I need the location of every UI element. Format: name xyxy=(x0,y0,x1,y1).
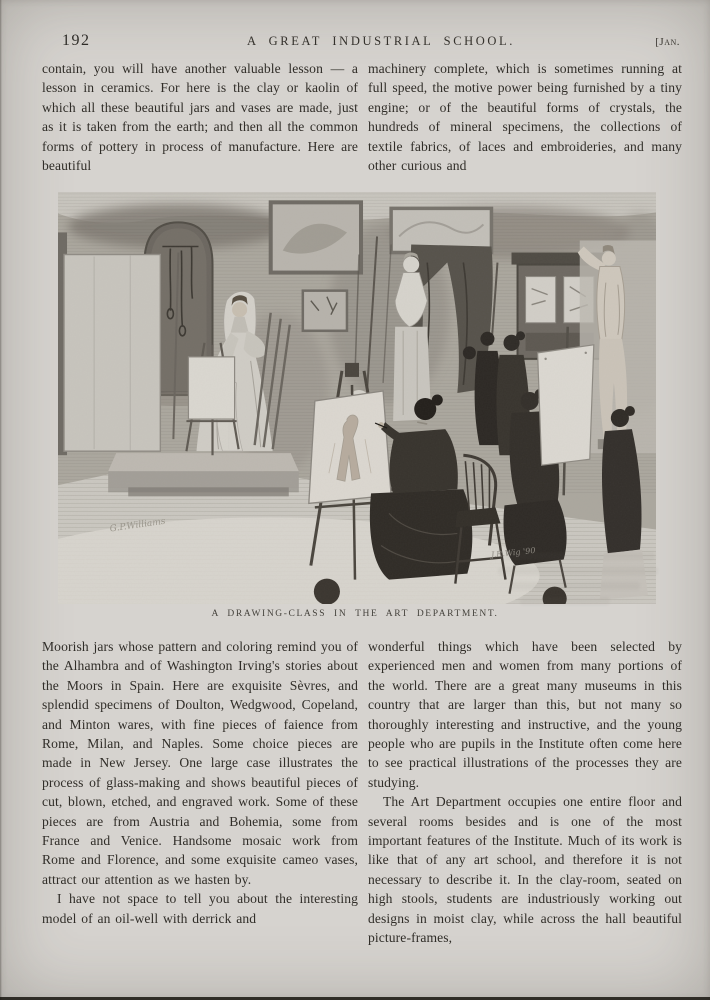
engraving-illustration xyxy=(58,192,656,604)
showthrough-smudge xyxy=(520,597,610,605)
column-bottom-left xyxy=(42,637,358,928)
showthrough-smudge xyxy=(510,582,640,590)
drawing-class-engraving xyxy=(58,192,656,604)
body-paragraph: wonderful things which have been selected by experienced men and women from many portions of the world. There are a great many museums in this country that are larger than this, but not many so thoroughly interesting and instructive, and the young people who are pupils in the Institute often come here to see practical illustrations of the processes they are studying. xyxy=(368,639,682,790)
column-top-left xyxy=(42,59,358,175)
page-header xyxy=(42,32,680,50)
engraving-grain-overlay xyxy=(58,192,656,603)
running-title: A GREAT INDUSTRIAL SCHOOL. xyxy=(246,34,516,48)
page-number: 192 xyxy=(62,32,91,49)
body-paragraph: machinery complete, which is sometimes running at full speed, the motive power being furnished by a tiny engine; or of the beautiful forms of crystals, the hundreds of mineral specimens, the collections of textile fabrics, of laces and embroideries, and many other curious and xyxy=(368,61,682,174)
showthrough-smudge xyxy=(505,552,655,560)
scan-edge xyxy=(0,0,2,1000)
showthrough-smudge xyxy=(498,567,658,575)
body-paragraph: Moorish jars whose pattern and coloring remind you of the Alhambra and of Washington Irving's stories about the Moors in Spain. Here are exquisite Sèvres, and splendid specimens of Doulton, Wedgwood, Copeland, and Minton wares, with fine pieces of faience from Rome, Milan, and Naples. Some choice pieces are made in New Jersey. One large case illustrates the process of glass-making and shows beautiful pieces of cut, blown, etched, and engraved work. Some of these pieces are from Austria and Bohemia, some from France and Venice. Handsome mosaic work from Rome and Florence, and some exquisite cameo vases, attract our attention as we hasten by. xyxy=(42,639,358,887)
issue-marker: [Jan. xyxy=(655,36,680,48)
column-top-right xyxy=(368,59,682,175)
figure-caption: A DRAWING-CLASS IN THE ART DEPARTMENT. xyxy=(211,609,499,619)
column-bottom-right xyxy=(368,637,682,948)
body-paragraph: The Art Department occupies one entire floor and several rooms besides and is one of the most important features of the Institute. Much of its work is like that of any art school, and therefore it is not necessary to describe it. In the clay-room, seated on high stools, students are industriously working out designs in moist clay, while across the hall beautiful picture-frames, xyxy=(368,794,682,946)
body-paragraph: I have not space to tell you about the interesting model of an oil-well with derrick and xyxy=(42,891,358,926)
body-paragraph: contain, you will have another valuable lesson — a lesson in ceramics. For here is the clay or kaolin of which all these beautiful jars and vases are made, just as it is taken from the earth; and then all the common forms of pottery in process of manufacture. Here are beautiful xyxy=(42,61,358,174)
